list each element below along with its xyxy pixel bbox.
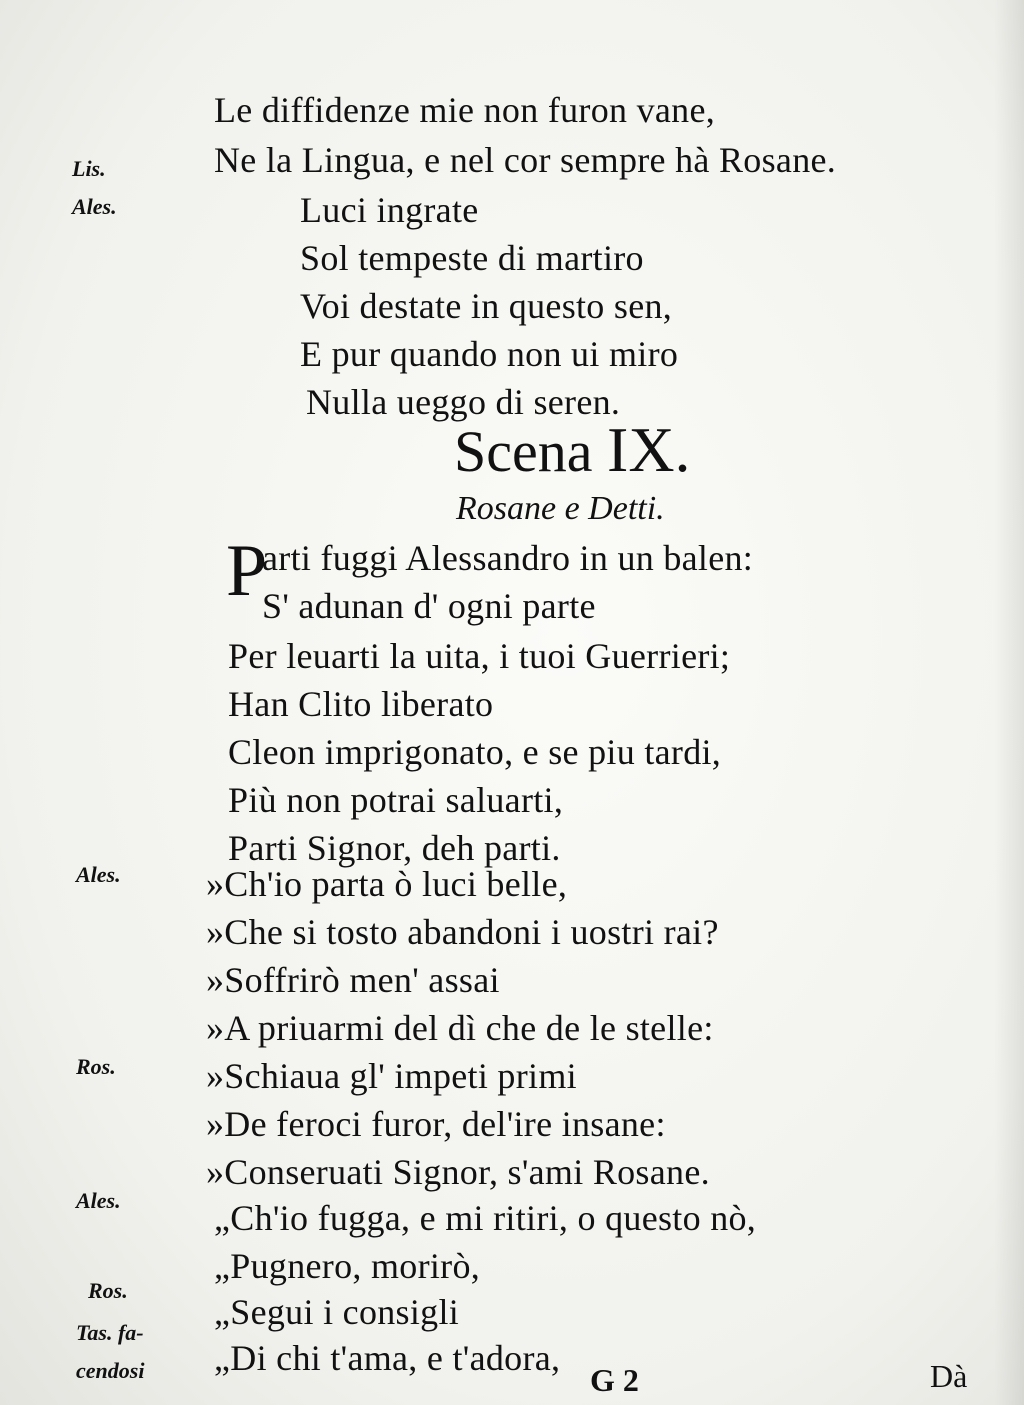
verse-line: „Ch'io fugga, e mi ritiri, o questo nò, (214, 1198, 757, 1238)
scene-title-word: Scena (454, 419, 593, 484)
speaker-label: Tas. fa- (76, 1320, 144, 1345)
speaker-label: Ales. (76, 862, 121, 887)
verse-line: Le diffidenze mie non furon vane, (214, 90, 716, 130)
speaker-label: cendosi (76, 1358, 145, 1383)
verse-line: Più non potrai saluarti, (228, 780, 564, 820)
speaker-label: Ros. (76, 1054, 116, 1079)
speaker-label: Ros. (88, 1278, 128, 1303)
verse-line: »De feroci furor, del'ire insane: (206, 1104, 666, 1144)
verse-line: „Segui i consigli (214, 1292, 460, 1332)
verse-line: arti fuggi Alessandro in un balen: (262, 538, 754, 578)
scene-subtitle: Rosane e Detti. (456, 490, 665, 527)
verse-line: »Schiaua gl' impeti primi (206, 1056, 577, 1096)
verse-line: »A priuarmi del dì che de le stelle: (206, 1008, 714, 1048)
verse-line: »Soffrirò men' assai (206, 960, 500, 1000)
verse-line: Voi destate in questo sen, (300, 286, 673, 326)
verse-line: „Pugnero, morirò, (214, 1246, 481, 1286)
verse-line: »Ch'io parta ò luci belle, (206, 864, 568, 904)
verse-line: Parti Signor, deh parti. (228, 828, 561, 868)
verse-line: „Di chi t'ama, e t'adora, (214, 1338, 561, 1378)
verse-line: Ne la Lingua, e nel cor sempre hà Rosane. (214, 140, 837, 180)
verse-line: Per leuarti la uita, i tuoi Guerrieri; (228, 636, 731, 676)
verse-line: Luci ingrate (300, 190, 479, 230)
speaker-label: Lis. (72, 156, 106, 181)
verse-line: E pur quando non ui miro (300, 334, 679, 374)
speaker-label: Ales. (72, 194, 117, 219)
scene-numeral: IX. (607, 414, 691, 485)
catchword: Dà (930, 1358, 968, 1394)
signature-mark: G 2 (590, 1362, 639, 1398)
verse-line: S' adunan d' ogni parte (262, 586, 596, 626)
drop-cap: P (226, 530, 268, 612)
verse-line: »Che si tosto abandoni i uostri rai? (206, 912, 719, 952)
verse-line: Nulla ueggo di seren. (306, 382, 621, 422)
page-edge-shadow (994, 0, 1024, 1405)
verse-line: Cleon imprigonato, e se piu tardi, (228, 732, 722, 772)
verse-line: Sol tempeste di martiro (300, 238, 644, 278)
verse-line: Han Clito liberato (228, 684, 494, 724)
scene-heading (454, 414, 691, 485)
verse-line: »Conseruati Signor, s'ami Rosane. (206, 1152, 710, 1192)
speaker-label: Ales. (76, 1188, 121, 1213)
